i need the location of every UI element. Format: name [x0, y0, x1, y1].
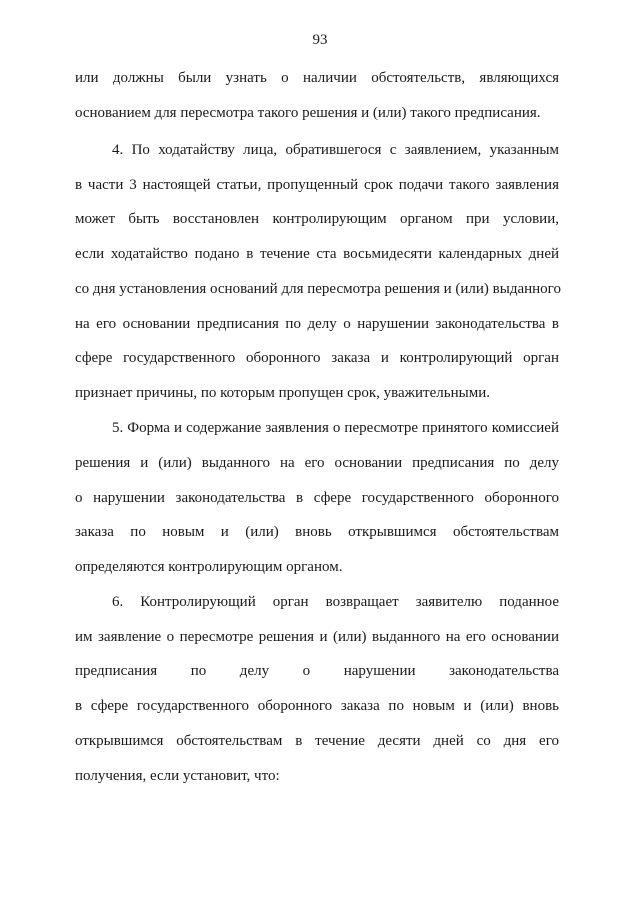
text-line: может быть восстановлен контролирующим органом при условии, — [75, 211, 559, 227]
paragraph-5-first-line: 5. Форма и содержание заявления о пересмотре принятого комиссией — [112, 420, 559, 436]
text-line: предписания по делу о нарушении законодательства — [75, 663, 559, 679]
text-line: решения и (или) выданного на его основании предписания по делу — [75, 455, 559, 471]
text-line: заказа по новым и (или) вновь открывшимся обстоятельствам — [75, 524, 559, 540]
text-line: открывшимся обстоятельствам в течение десяти дней со дня его — [75, 733, 559, 749]
text-line: на его основании предписания по делу о нарушении законодательства в — [75, 316, 559, 332]
text-line: о нарушении законодательства в сфере государственного оборонного — [75, 490, 559, 506]
text-line: со дня установления оснований для пересмотра решения и (или) выданного — [75, 281, 561, 297]
text-line: им заявление о пересмотре решения и (или) выданного на его основании — [75, 629, 559, 645]
paragraph-4-first-line: 4. По ходатайству лица, обратившегося с заявлением, указанным — [112, 142, 559, 158]
text-line: сфере государственного оборонного заказа и контролирующий орган — [75, 350, 559, 366]
text-line: определяются контролирующим органом. — [75, 559, 343, 575]
text-line: признает причины, по которым пропущен срок, уважительными. — [75, 385, 490, 401]
paragraph-6-first-line: 6. Контролирующий орган возвращает заявителю поданное — [112, 594, 559, 610]
text-line: или должны были узнать о наличии обстоятельств, являющихся — [75, 70, 559, 86]
page-number: 93 — [312, 32, 328, 48]
text-line: основанием для пересмотра такого решения и (или) такого предписания. — [75, 105, 541, 121]
text-line: если ходатайство подано в течение ста восьмидесяти календарных дней — [75, 246, 559, 262]
text-line: в части 3 настоящей статьи, пропущенный срок подачи такого заявления — [75, 177, 559, 193]
text-line: в сфере государственного оборонного заказа по новым и (или) вновь — [75, 698, 559, 714]
text-line: получения, если установит, что: — [75, 768, 280, 784]
